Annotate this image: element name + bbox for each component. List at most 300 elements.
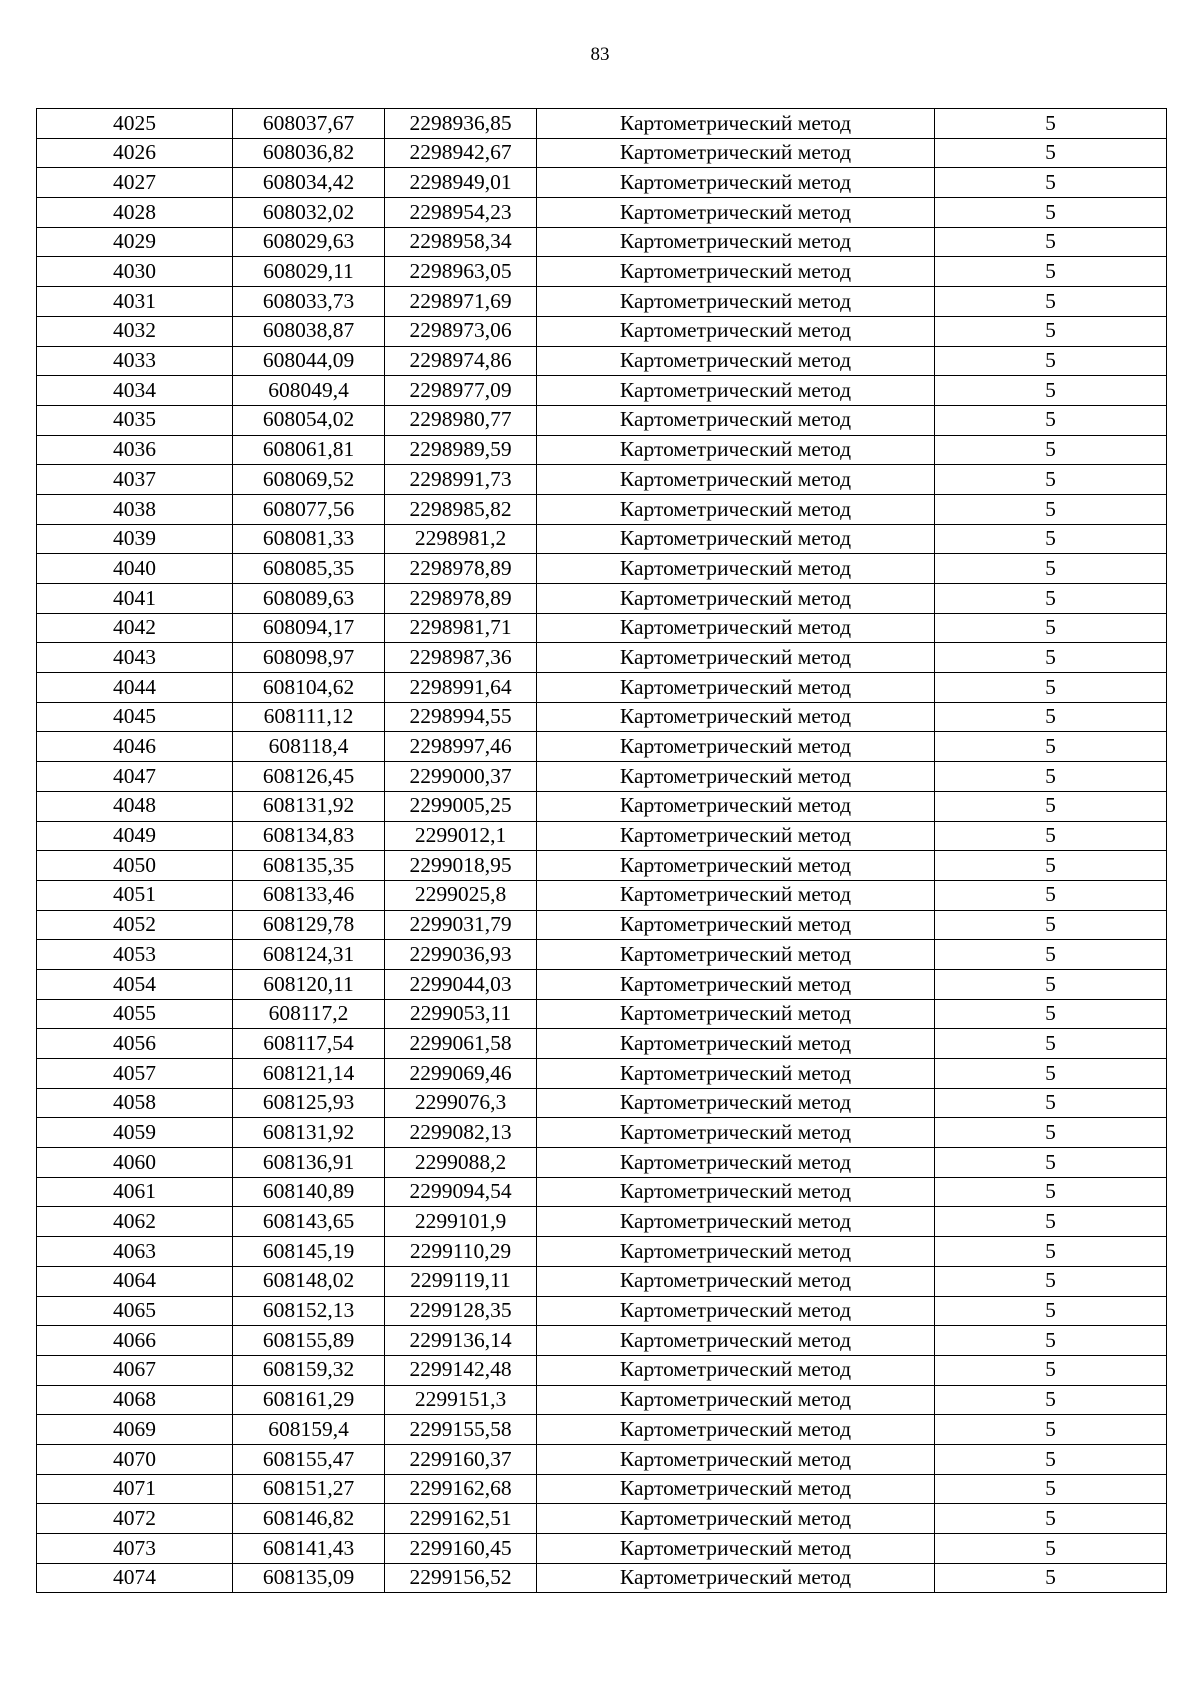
method-cell: Картометрический метод	[537, 257, 935, 287]
y-coordinate-cell: 2299101,9	[385, 1207, 537, 1237]
table-row	[37, 1029, 1167, 1059]
table-row	[37, 940, 1167, 970]
x-coordinate-cell: 608145,19	[233, 1237, 385, 1267]
table-row	[37, 405, 1167, 435]
y-coordinate-cell: 2298978,89	[385, 584, 537, 614]
table-row	[37, 1534, 1167, 1564]
y-coordinate-cell: 2298974,86	[385, 346, 537, 376]
accuracy-cell: 5	[935, 762, 1167, 792]
accuracy-cell: 5	[935, 584, 1167, 614]
table-row	[37, 762, 1167, 792]
accuracy-cell: 5	[935, 227, 1167, 257]
y-coordinate-cell: 2299012,1	[385, 821, 537, 851]
method-cell: Картометрический метод	[537, 1148, 935, 1178]
method-cell: Картометрический метод	[537, 198, 935, 228]
table-row	[37, 554, 1167, 584]
y-coordinate-cell: 2299136,14	[385, 1326, 537, 1356]
x-coordinate-cell: 608141,43	[233, 1534, 385, 1564]
point-number-cell: 4054	[37, 969, 233, 999]
y-coordinate-cell: 2299005,25	[385, 791, 537, 821]
point-number-cell: 4029	[37, 227, 233, 257]
y-coordinate-cell: 2299156,52	[385, 1563, 537, 1593]
table-row	[37, 198, 1167, 228]
method-cell: Картометрический метод	[537, 762, 935, 792]
x-coordinate-cell: 608049,4	[233, 376, 385, 406]
y-coordinate-cell: 2299082,13	[385, 1118, 537, 1148]
accuracy-cell: 5	[935, 1474, 1167, 1504]
point-number-cell: 4046	[37, 732, 233, 762]
x-coordinate-cell: 608159,32	[233, 1355, 385, 1385]
accuracy-cell: 5	[935, 494, 1167, 524]
point-number-cell: 4037	[37, 465, 233, 495]
accuracy-cell: 5	[935, 1237, 1167, 1267]
method-cell: Картометрический метод	[537, 1474, 935, 1504]
accuracy-cell: 5	[935, 287, 1167, 317]
accuracy-cell: 5	[935, 969, 1167, 999]
table-row	[37, 1355, 1167, 1385]
method-cell: Картометрический метод	[537, 1326, 935, 1356]
point-number-cell: 4067	[37, 1355, 233, 1385]
y-coordinate-cell: 2299018,95	[385, 851, 537, 881]
x-coordinate-cell: 608135,09	[233, 1563, 385, 1593]
method-cell: Картометрический метод	[537, 1444, 935, 1474]
point-number-cell: 4066	[37, 1326, 233, 1356]
table-row	[37, 910, 1167, 940]
point-number-cell: 4068	[37, 1385, 233, 1415]
x-coordinate-cell: 608111,12	[233, 702, 385, 732]
x-coordinate-cell: 608094,17	[233, 613, 385, 643]
y-coordinate-cell: 2299162,51	[385, 1504, 537, 1534]
y-coordinate-cell: 2299094,54	[385, 1177, 537, 1207]
x-coordinate-cell: 608034,42	[233, 168, 385, 198]
y-coordinate-cell: 2298991,64	[385, 673, 537, 703]
point-number-cell: 4059	[37, 1118, 233, 1148]
accuracy-cell: 5	[935, 1415, 1167, 1445]
coordinates-table	[36, 108, 1167, 1593]
table-row	[37, 316, 1167, 346]
method-cell: Картометрический метод	[537, 1504, 935, 1534]
accuracy-cell: 5	[935, 613, 1167, 643]
y-coordinate-cell: 2298977,09	[385, 376, 537, 406]
table-row	[37, 1177, 1167, 1207]
accuracy-cell: 5	[935, 109, 1167, 139]
accuracy-cell: 5	[935, 435, 1167, 465]
point-number-cell: 4049	[37, 821, 233, 851]
method-cell: Картометрический метод	[537, 584, 935, 614]
accuracy-cell: 5	[935, 346, 1167, 376]
y-coordinate-cell: 2298949,01	[385, 168, 537, 198]
point-number-cell: 4064	[37, 1266, 233, 1296]
table-row	[37, 732, 1167, 762]
method-cell: Картометрический метод	[537, 940, 935, 970]
table-row	[37, 1088, 1167, 1118]
y-coordinate-cell: 2298958,34	[385, 227, 537, 257]
point-number-cell: 4065	[37, 1296, 233, 1326]
accuracy-cell: 5	[935, 821, 1167, 851]
table-row	[37, 791, 1167, 821]
point-number-cell: 4069	[37, 1415, 233, 1445]
accuracy-cell: 5	[935, 257, 1167, 287]
point-number-cell: 4072	[37, 1504, 233, 1534]
point-number-cell: 4034	[37, 376, 233, 406]
table-row	[37, 465, 1167, 495]
point-number-cell: 4045	[37, 702, 233, 732]
x-coordinate-cell: 608077,56	[233, 494, 385, 524]
x-coordinate-cell: 608124,31	[233, 940, 385, 970]
point-number-cell: 4062	[37, 1207, 233, 1237]
accuracy-cell: 5	[935, 168, 1167, 198]
accuracy-cell: 5	[935, 1266, 1167, 1296]
y-coordinate-cell: 2298971,69	[385, 287, 537, 317]
x-coordinate-cell: 608131,92	[233, 1118, 385, 1148]
table-row	[37, 1385, 1167, 1415]
y-coordinate-cell: 2298981,71	[385, 613, 537, 643]
method-cell: Картометрический метод	[537, 287, 935, 317]
accuracy-cell: 5	[935, 316, 1167, 346]
point-number-cell: 4031	[37, 287, 233, 317]
x-coordinate-cell: 608044,09	[233, 346, 385, 376]
method-cell: Картометрический метод	[537, 643, 935, 673]
table-row	[37, 999, 1167, 1029]
method-cell: Картометрический метод	[537, 821, 935, 851]
point-number-cell: 4057	[37, 1059, 233, 1089]
point-number-cell: 4048	[37, 791, 233, 821]
method-cell: Картометрический метод	[537, 1177, 935, 1207]
accuracy-cell: 5	[935, 673, 1167, 703]
point-number-cell: 4074	[37, 1563, 233, 1593]
point-number-cell: 4030	[37, 257, 233, 287]
x-coordinate-cell: 608136,91	[233, 1148, 385, 1178]
point-number-cell: 4050	[37, 851, 233, 881]
x-coordinate-cell: 608117,2	[233, 999, 385, 1029]
method-cell: Картометрический метод	[537, 1207, 935, 1237]
x-coordinate-cell: 608148,02	[233, 1266, 385, 1296]
point-number-cell: 4073	[37, 1534, 233, 1564]
x-coordinate-cell: 608037,67	[233, 109, 385, 139]
table-row	[37, 1563, 1167, 1593]
method-cell: Картометрический метод	[537, 405, 935, 435]
method-cell: Картометрический метод	[537, 109, 935, 139]
y-coordinate-cell: 2298954,23	[385, 198, 537, 228]
y-coordinate-cell: 2298973,06	[385, 316, 537, 346]
accuracy-cell: 5	[935, 1444, 1167, 1474]
x-coordinate-cell: 608032,02	[233, 198, 385, 228]
table-row	[37, 851, 1167, 881]
x-coordinate-cell: 608135,35	[233, 851, 385, 881]
y-coordinate-cell: 2298978,89	[385, 554, 537, 584]
x-coordinate-cell: 608159,4	[233, 1415, 385, 1445]
point-number-cell: 4035	[37, 405, 233, 435]
accuracy-cell: 5	[935, 465, 1167, 495]
table-row	[37, 702, 1167, 732]
method-cell: Картометрический метод	[537, 138, 935, 168]
table-row	[37, 584, 1167, 614]
point-number-cell: 4047	[37, 762, 233, 792]
accuracy-cell: 5	[935, 1385, 1167, 1415]
y-coordinate-cell: 2299119,11	[385, 1266, 537, 1296]
coordinates-table-body	[37, 109, 1167, 1593]
point-number-cell: 4058	[37, 1088, 233, 1118]
point-number-cell: 4028	[37, 198, 233, 228]
method-cell: Картометрический метод	[537, 910, 935, 940]
method-cell: Картометрический метод	[537, 1088, 935, 1118]
point-number-cell: 4053	[37, 940, 233, 970]
accuracy-cell: 5	[935, 1088, 1167, 1118]
table-row	[37, 1415, 1167, 1445]
table-row	[37, 494, 1167, 524]
point-number-cell: 4071	[37, 1474, 233, 1504]
x-coordinate-cell: 608085,35	[233, 554, 385, 584]
x-coordinate-cell: 608155,89	[233, 1326, 385, 1356]
table-row	[37, 1059, 1167, 1089]
accuracy-cell: 5	[935, 940, 1167, 970]
table-row	[37, 1148, 1167, 1178]
accuracy-cell: 5	[935, 1148, 1167, 1178]
x-coordinate-cell: 608155,47	[233, 1444, 385, 1474]
x-coordinate-cell: 608029,63	[233, 227, 385, 257]
method-cell: Картометрический метод	[537, 969, 935, 999]
x-coordinate-cell: 608125,93	[233, 1088, 385, 1118]
table-row	[37, 1444, 1167, 1474]
accuracy-cell: 5	[935, 1059, 1167, 1089]
table-row	[37, 168, 1167, 198]
method-cell: Картометрический метод	[537, 1534, 935, 1564]
y-coordinate-cell: 2299110,29	[385, 1237, 537, 1267]
x-coordinate-cell: 608104,62	[233, 673, 385, 703]
accuracy-cell: 5	[935, 524, 1167, 554]
method-cell: Картометрический метод	[537, 880, 935, 910]
x-coordinate-cell: 608117,54	[233, 1029, 385, 1059]
y-coordinate-cell: 2298987,36	[385, 643, 537, 673]
y-coordinate-cell: 2299088,2	[385, 1148, 537, 1178]
table-row	[37, 1207, 1167, 1237]
method-cell: Картометрический метод	[537, 227, 935, 257]
method-cell: Картометрический метод	[537, 791, 935, 821]
accuracy-cell: 5	[935, 1326, 1167, 1356]
accuracy-cell: 5	[935, 999, 1167, 1029]
method-cell: Картометрический метод	[537, 1059, 935, 1089]
accuracy-cell: 5	[935, 1177, 1167, 1207]
x-coordinate-cell: 608120,11	[233, 969, 385, 999]
page-number: 83	[590, 44, 610, 65]
method-cell: Картометрический метод	[537, 346, 935, 376]
x-coordinate-cell: 608140,89	[233, 1177, 385, 1207]
point-number-cell: 4060	[37, 1148, 233, 1178]
accuracy-cell: 5	[935, 405, 1167, 435]
y-coordinate-cell: 2299142,48	[385, 1355, 537, 1385]
point-number-cell: 4039	[37, 524, 233, 554]
method-cell: Картометрический метод	[537, 1385, 935, 1415]
table-row	[37, 376, 1167, 406]
point-number-cell: 4040	[37, 554, 233, 584]
point-number-cell: 4052	[37, 910, 233, 940]
table-row	[37, 227, 1167, 257]
table-row	[37, 435, 1167, 465]
table-row	[37, 524, 1167, 554]
method-cell: Картометрический метод	[537, 316, 935, 346]
method-cell: Картометрический метод	[537, 494, 935, 524]
table-row	[37, 880, 1167, 910]
y-coordinate-cell: 2299160,45	[385, 1534, 537, 1564]
y-coordinate-cell: 2299128,35	[385, 1296, 537, 1326]
method-cell: Картометрический метод	[537, 1237, 935, 1267]
table-row	[37, 673, 1167, 703]
accuracy-cell: 5	[935, 702, 1167, 732]
point-number-cell: 4055	[37, 999, 233, 1029]
accuracy-cell: 5	[935, 554, 1167, 584]
point-number-cell: 4051	[37, 880, 233, 910]
accuracy-cell: 5	[935, 851, 1167, 881]
accuracy-cell: 5	[935, 138, 1167, 168]
table-row	[37, 1118, 1167, 1148]
table-row	[37, 969, 1167, 999]
y-coordinate-cell: 2298985,82	[385, 494, 537, 524]
table-row	[37, 821, 1167, 851]
point-number-cell: 4041	[37, 584, 233, 614]
y-coordinate-cell: 2298963,05	[385, 257, 537, 287]
accuracy-cell: 5	[935, 198, 1167, 228]
x-coordinate-cell: 608029,11	[233, 257, 385, 287]
table-row	[37, 1266, 1167, 1296]
point-number-cell: 4061	[37, 1177, 233, 1207]
y-coordinate-cell: 2298936,85	[385, 109, 537, 139]
y-coordinate-cell: 2298981,2	[385, 524, 537, 554]
table-row	[37, 1504, 1167, 1534]
method-cell: Картометрический метод	[537, 524, 935, 554]
y-coordinate-cell: 2299160,37	[385, 1444, 537, 1474]
x-coordinate-cell: 608061,81	[233, 435, 385, 465]
table-row	[37, 138, 1167, 168]
x-coordinate-cell: 608152,13	[233, 1296, 385, 1326]
y-coordinate-cell: 2298989,59	[385, 435, 537, 465]
method-cell: Картометрический метод	[537, 673, 935, 703]
accuracy-cell: 5	[935, 880, 1167, 910]
table-row	[37, 1326, 1167, 1356]
point-number-cell: 4027	[37, 168, 233, 198]
y-coordinate-cell: 2299053,11	[385, 999, 537, 1029]
x-coordinate-cell: 608054,02	[233, 405, 385, 435]
x-coordinate-cell: 608129,78	[233, 910, 385, 940]
accuracy-cell: 5	[935, 376, 1167, 406]
x-coordinate-cell: 608033,73	[233, 287, 385, 317]
method-cell: Картометрический метод	[537, 1296, 935, 1326]
method-cell: Картометрический метод	[537, 1415, 935, 1445]
accuracy-cell: 5	[935, 910, 1167, 940]
table-row	[37, 613, 1167, 643]
x-coordinate-cell: 608146,82	[233, 1504, 385, 1534]
y-coordinate-cell: 2298994,55	[385, 702, 537, 732]
method-cell: Картометрический метод	[537, 1029, 935, 1059]
x-coordinate-cell: 608133,46	[233, 880, 385, 910]
accuracy-cell: 5	[935, 1534, 1167, 1564]
method-cell: Картометрический метод	[537, 435, 935, 465]
y-coordinate-cell: 2299025,8	[385, 880, 537, 910]
y-coordinate-cell: 2299044,03	[385, 969, 537, 999]
point-number-cell: 4043	[37, 643, 233, 673]
point-number-cell: 4063	[37, 1237, 233, 1267]
x-coordinate-cell: 608098,97	[233, 643, 385, 673]
x-coordinate-cell: 608161,29	[233, 1385, 385, 1415]
table-row	[37, 346, 1167, 376]
x-coordinate-cell: 608121,14	[233, 1059, 385, 1089]
y-coordinate-cell: 2298942,67	[385, 138, 537, 168]
x-coordinate-cell: 608038,87	[233, 316, 385, 346]
method-cell: Картометрический метод	[537, 168, 935, 198]
y-coordinate-cell: 2299151,3	[385, 1385, 537, 1415]
y-coordinate-cell: 2298991,73	[385, 465, 537, 495]
x-coordinate-cell: 608089,63	[233, 584, 385, 614]
table-row	[37, 643, 1167, 673]
method-cell: Картометрический метод	[537, 851, 935, 881]
accuracy-cell: 5	[935, 1296, 1167, 1326]
x-coordinate-cell: 608131,92	[233, 791, 385, 821]
point-number-cell: 4033	[37, 346, 233, 376]
point-number-cell: 4070	[37, 1444, 233, 1474]
accuracy-cell: 5	[935, 1355, 1167, 1385]
x-coordinate-cell: 608134,83	[233, 821, 385, 851]
point-number-cell: 4032	[37, 316, 233, 346]
method-cell: Картометрический метод	[537, 1118, 935, 1148]
method-cell: Картометрический метод	[537, 732, 935, 762]
method-cell: Картометрический метод	[537, 1266, 935, 1296]
table-row	[37, 1474, 1167, 1504]
method-cell: Картометрический метод	[537, 465, 935, 495]
accuracy-cell: 5	[935, 1207, 1167, 1237]
method-cell: Картометрический метод	[537, 702, 935, 732]
y-coordinate-cell: 2299155,58	[385, 1415, 537, 1445]
point-number-cell: 4026	[37, 138, 233, 168]
y-coordinate-cell: 2299162,68	[385, 1474, 537, 1504]
accuracy-cell: 5	[935, 1504, 1167, 1534]
y-coordinate-cell: 2299061,58	[385, 1029, 537, 1059]
accuracy-cell: 5	[935, 643, 1167, 673]
x-coordinate-cell: 608143,65	[233, 1207, 385, 1237]
x-coordinate-cell: 608069,52	[233, 465, 385, 495]
accuracy-cell: 5	[935, 1029, 1167, 1059]
y-coordinate-cell: 2299036,93	[385, 940, 537, 970]
point-number-cell: 4056	[37, 1029, 233, 1059]
accuracy-cell: 5	[935, 1118, 1167, 1148]
y-coordinate-cell: 2298980,77	[385, 405, 537, 435]
x-coordinate-cell: 608118,4	[233, 732, 385, 762]
x-coordinate-cell: 608151,27	[233, 1474, 385, 1504]
method-cell: Картометрический метод	[537, 1355, 935, 1385]
point-number-cell: 4036	[37, 435, 233, 465]
y-coordinate-cell: 2299000,37	[385, 762, 537, 792]
accuracy-cell: 5	[935, 791, 1167, 821]
table-row	[37, 109, 1167, 139]
point-number-cell: 4038	[37, 494, 233, 524]
method-cell: Картометрический метод	[537, 999, 935, 1029]
accuracy-cell: 5	[935, 1563, 1167, 1593]
method-cell: Картометрический метод	[537, 376, 935, 406]
y-coordinate-cell: 2299069,46	[385, 1059, 537, 1089]
y-coordinate-cell: 2298997,46	[385, 732, 537, 762]
table-row	[37, 1237, 1167, 1267]
table-row	[37, 287, 1167, 317]
x-coordinate-cell: 608036,82	[233, 138, 385, 168]
x-coordinate-cell: 608081,33	[233, 524, 385, 554]
method-cell: Картометрический метод	[537, 554, 935, 584]
method-cell: Картометрический метод	[537, 613, 935, 643]
accuracy-cell: 5	[935, 732, 1167, 762]
method-cell: Картометрический метод	[537, 1563, 935, 1593]
y-coordinate-cell: 2299076,3	[385, 1088, 537, 1118]
point-number-cell: 4042	[37, 613, 233, 643]
y-coordinate-cell: 2299031,79	[385, 910, 537, 940]
table-row	[37, 257, 1167, 287]
point-number-cell: 4044	[37, 673, 233, 703]
